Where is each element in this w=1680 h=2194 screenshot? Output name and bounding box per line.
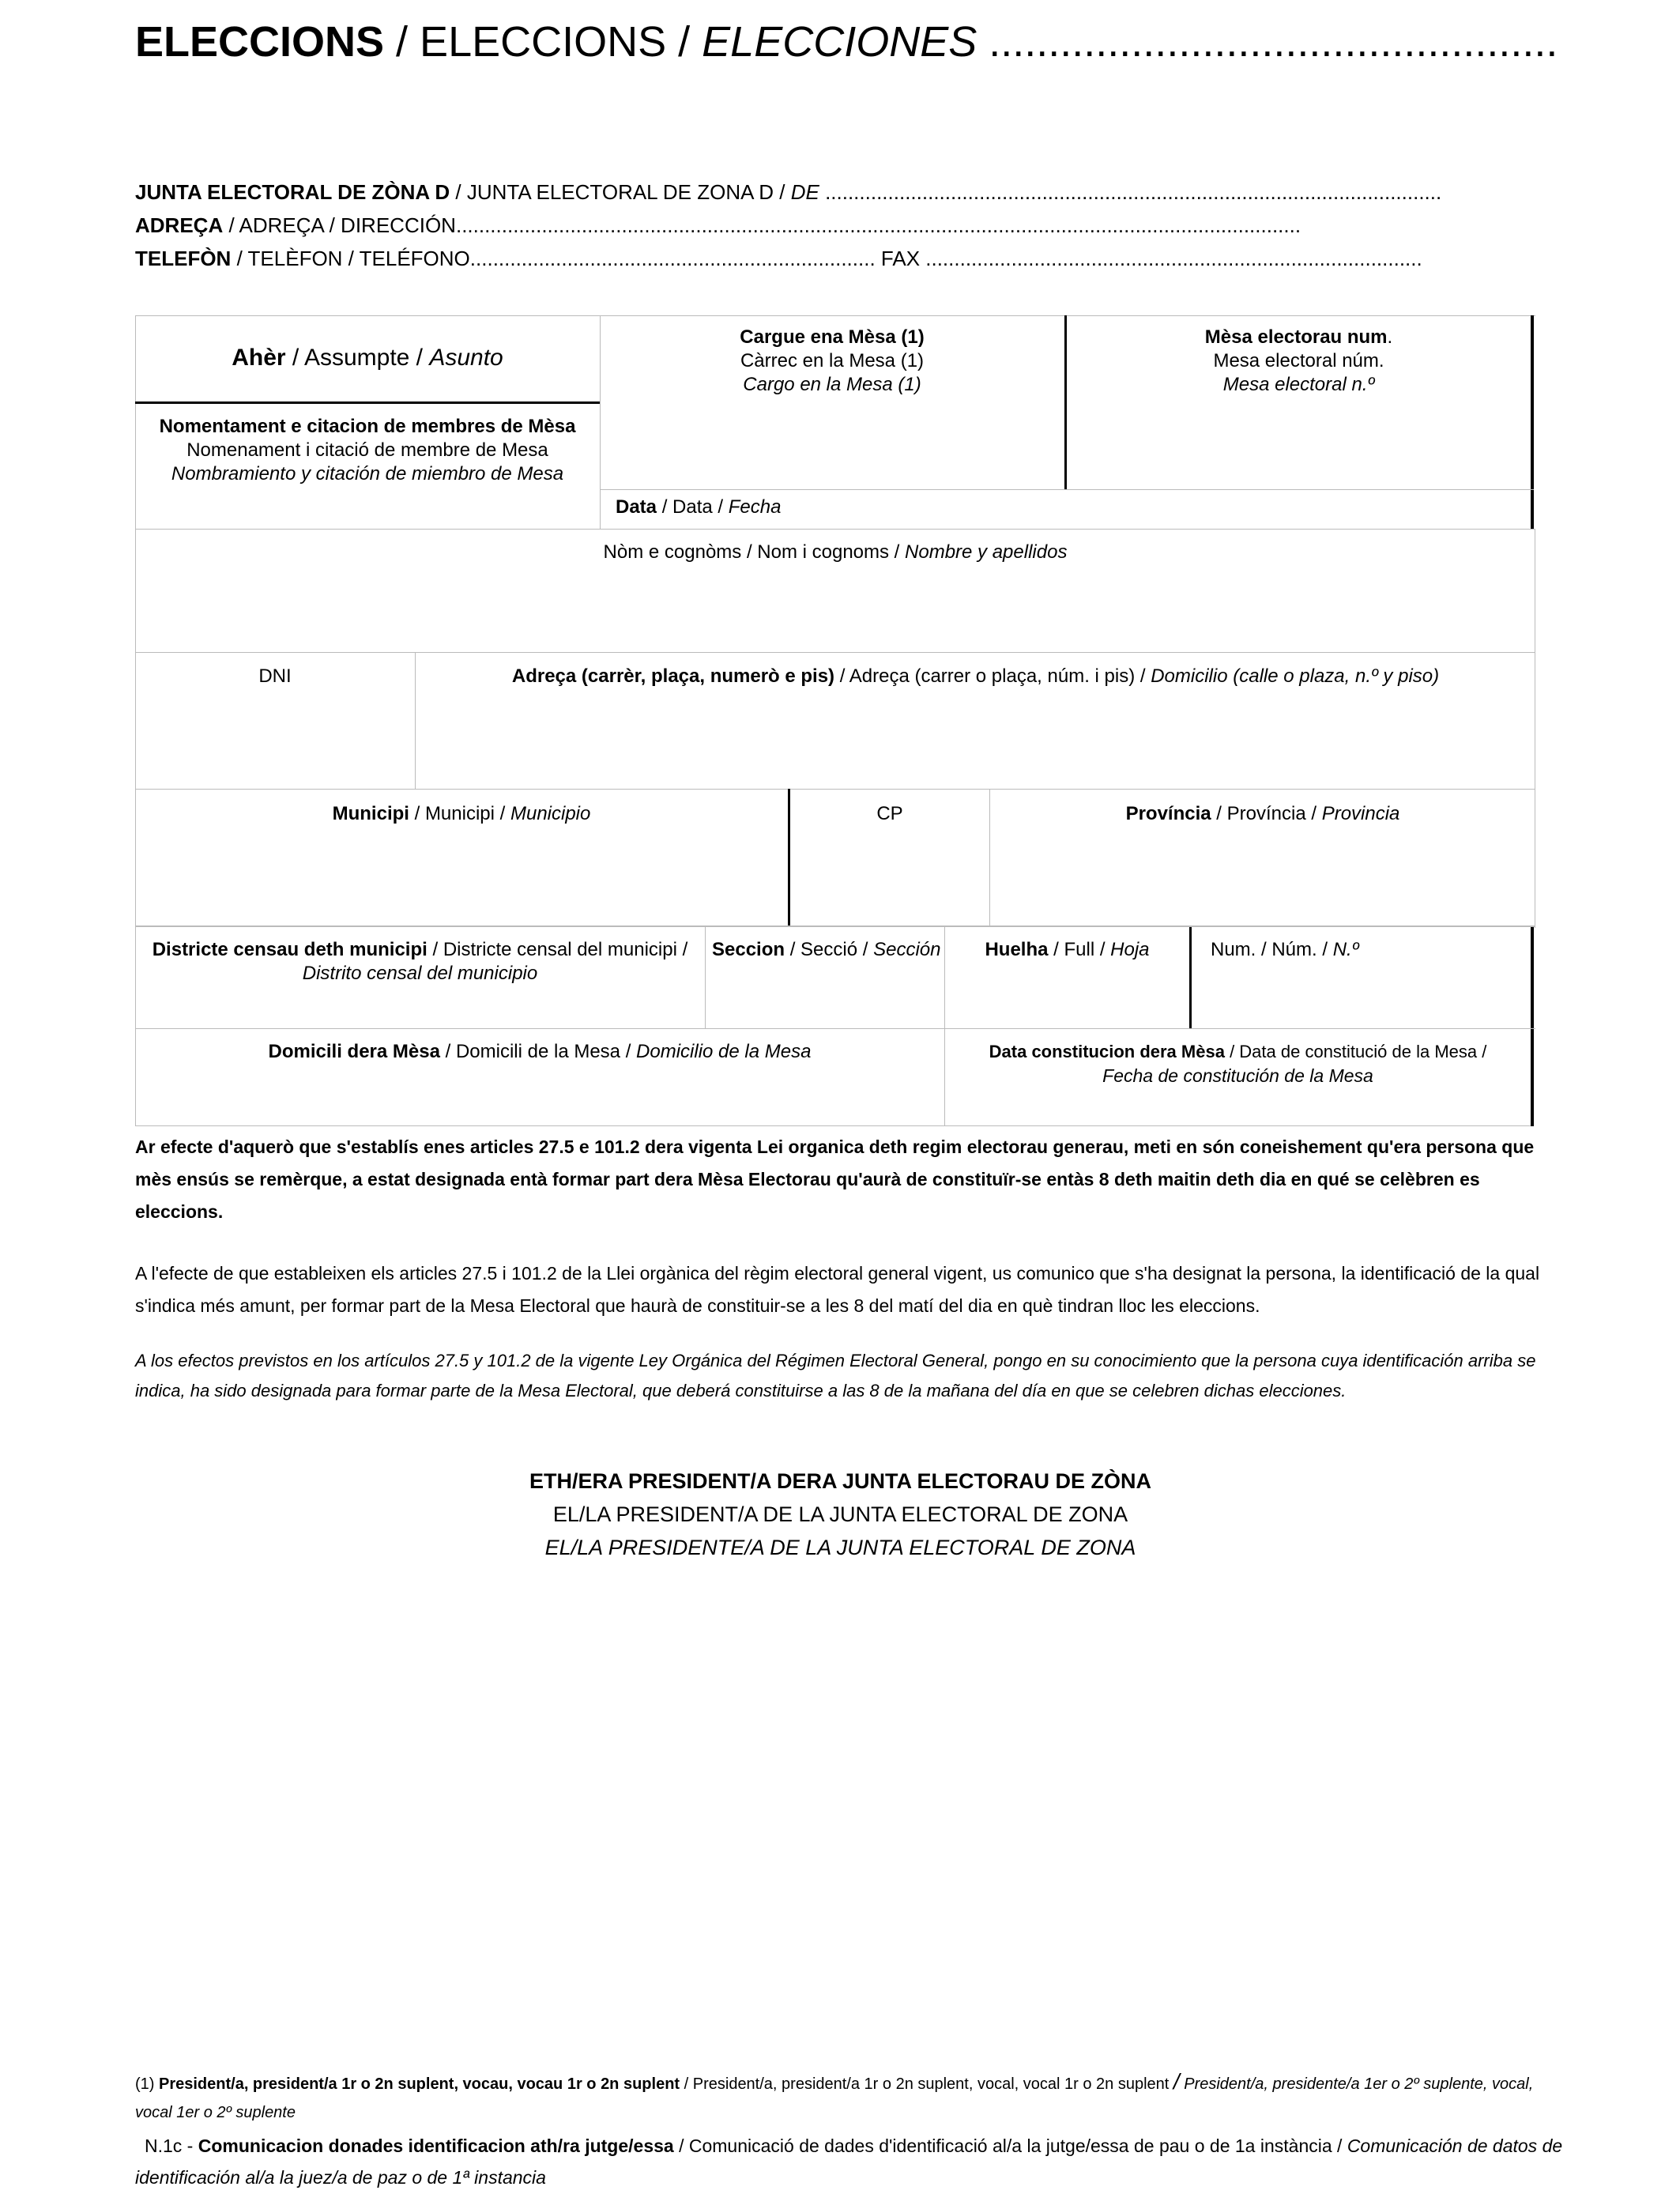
form-code-line bbox=[135, 2130, 1573, 2193]
domicilio-spanish: Domicilio (calle o plaza, n.º y piso) bbox=[1151, 665, 1440, 687]
hoja-spanish: Hoja bbox=[1110, 939, 1150, 960]
distrito-aranes: Districte censau deth municipi bbox=[152, 939, 428, 960]
domicilio-mesa-aranes: Domicili dera Mèsa bbox=[268, 1041, 440, 1062]
municipio-spanish: Municipio bbox=[510, 803, 591, 824]
field-dni bbox=[135, 665, 415, 688]
field-cargo bbox=[600, 326, 1064, 397]
signature-catalan: EL/LA PRESIDENT/A DE LA JUNTA ELECTORAL DE ZONA bbox=[552, 1502, 1128, 1526]
field-municipio bbox=[135, 802, 788, 826]
field-fecha-constitucion bbox=[945, 1040, 1531, 1088]
footnote bbox=[135, 2068, 1573, 2127]
num-aranes-catalan: Num. / Núm. / bbox=[1211, 939, 1333, 960]
divider bbox=[1531, 315, 1534, 529]
divider bbox=[135, 789, 1535, 790]
divider bbox=[135, 925, 1535, 927]
footnote-spanish: President/a, presidente/a 1er o 2º suplente, vocal, vocal 1er o 2º suplente bbox=[135, 2075, 1534, 2121]
address-catalan: / ADREÇA / DIRECCIÓN bbox=[223, 213, 456, 237]
field-cp bbox=[790, 802, 989, 826]
fecha-constitucion-catalan: / Data de constitució de la Mesa / bbox=[1224, 1042, 1487, 1061]
divider bbox=[1531, 927, 1534, 1126]
divider bbox=[135, 315, 1535, 316]
fecha-spanish: Fecha bbox=[728, 496, 782, 518]
cargo-spanish: Cargo en la Mesa (1) bbox=[743, 374, 921, 395]
divider bbox=[135, 1125, 1534, 1126]
title-aranes: ELECCIONS bbox=[135, 18, 385, 66]
field-mesa-num bbox=[1067, 326, 1531, 397]
cargo-aranes: Cargue ena Mèsa (1) bbox=[740, 326, 925, 348]
mesa-num-catalan: Mesa electoral núm. bbox=[1213, 350, 1384, 371]
asunto-catalan: / Assumpte / bbox=[285, 345, 430, 371]
junta-spanish: DE bbox=[790, 180, 819, 204]
junta-aranes: JUNTA ELECTORAL DE ZÒNA D bbox=[135, 180, 450, 204]
fecha-aranes: Data bbox=[616, 496, 657, 518]
seccion-catalan: / Secció / bbox=[785, 939, 874, 960]
signature-aranes: ETH/ERA PRESIDENT/A DERA JUNTA ELECTORAU DE ZÒNA bbox=[529, 1469, 1152, 1493]
field-fecha bbox=[616, 496, 781, 519]
paragraph-spanish: A los efectos previstos en los artículos 27.5 y 101.2 de la vigente Ley Orgánica del Régimen Electoral General, pongo en su conocimiento que la persona cuya identificación arriba se indica, ha sido designada para formar parte de la Mesa Electoral, que deberá constituirse a las 8 de la mañana del día en que se celebren dichas elecciones. bbox=[135, 1351, 1536, 1400]
provincia-spanish: Provincia bbox=[1321, 803, 1400, 824]
footnote-catalan: / President/a, president/a 1r o 2n suplent, vocal, vocal 1r o 2n suplent bbox=[680, 2075, 1173, 2093]
divider bbox=[135, 1028, 1535, 1029]
seccion-aranes: Seccion bbox=[712, 939, 785, 960]
fecha-constitucion-aranes: Data constitucion dera Mèsa bbox=[989, 1042, 1225, 1061]
cp-label: CP bbox=[876, 803, 903, 824]
divider bbox=[1189, 927, 1192, 1028]
domicilio-aranes: Adreça (carrèr, plaça, numerò e pis) bbox=[511, 665, 835, 687]
asunto-spanish: Asunto bbox=[429, 345, 503, 371]
nombramiento-catalan: Nomenament i citació de membre de Mesa bbox=[186, 439, 548, 461]
paragraph-aranes: Ar efecte d'aquerò que s'establís enes articles 27.5 e 101.2 dera vigenta Lei organica deth regim electorau generau, meti en són coneishement qu'era persona que mès ensús se remèrque, a estat designada entà formar part dera Mèsa Electorau qu'aurà de constituïr-se entàs 8 deth maitin deth dia en qué se celèbren es eleccions. bbox=[135, 1137, 1535, 1222]
seccion-spanish: Sección bbox=[873, 939, 941, 960]
municipio-aranes: Municipi bbox=[332, 803, 409, 824]
signature-spanish: EL/LA PRESIDENTE/A DE LA JUNTA ELECTORAL DE ZONA bbox=[544, 1536, 1136, 1559]
phone-fax-dots: ....................................................................... FAX ....................................................................................... bbox=[469, 247, 1422, 270]
phone-catalan: / TELÈFON / TELÉFONO bbox=[231, 247, 470, 270]
signature-block bbox=[135, 1465, 1546, 1564]
junta-catalan: / JUNTA ELECTORAL DE ZONA D / bbox=[450, 180, 791, 204]
dni-label: DNI bbox=[258, 665, 292, 687]
form-code-aranes: Comunicacion donades identificacion ath/ra jutge/essa bbox=[198, 2136, 674, 2156]
form-code-catalan: / Comunicació de dades d'identificació al/a la jutge/essa de pau o de 1a instància / bbox=[673, 2136, 1347, 2156]
form-code-spanish: Comunicación de datos de identificación al/a la juez/a de paz o de 1ª instancia bbox=[135, 2136, 1563, 2188]
distrito-spanish: Distrito censal del municipio bbox=[302, 963, 538, 984]
divider bbox=[135, 529, 1535, 530]
address-dots: .................................................................................................................................................... bbox=[455, 213, 1301, 237]
field-nombre bbox=[135, 541, 1535, 564]
field-distrito bbox=[135, 938, 705, 986]
nombre-aranes-catalan: Nòm e cognòms / Nom i cognoms / bbox=[603, 541, 906, 563]
divider bbox=[600, 489, 1534, 490]
field-asunto bbox=[135, 342, 600, 374]
title-catalan: / ELECCIONS / bbox=[384, 18, 703, 66]
fecha-catalan: / Data / bbox=[657, 496, 729, 518]
divider bbox=[705, 927, 706, 1028]
paragraph-catalan: A l'efecte de que estableixen els articles 27.5 i 101.2 de la Llei orgànica del règim electoral general vigent, us comunico que s'ha designat la persona, la identificació de la qual s'indica més amunt, per formar part de la Mesa Electoral que haurà de constituir-se a les 8 del matí del dia en què tindran lloc les eleccions. bbox=[135, 1263, 1540, 1316]
provincia-aranes: Província bbox=[1125, 803, 1211, 824]
field-hoja bbox=[945, 938, 1189, 962]
domicilio-catalan: / Adreça (carrer o plaça, núm. i pis) / bbox=[834, 665, 1151, 687]
asunto-aranes: Ahèr bbox=[232, 345, 286, 371]
nombre-spanish: Nombre y apellidos bbox=[905, 541, 1068, 563]
mesa-num-spanish: Mesa electoral n.º bbox=[1222, 374, 1375, 395]
footnote-marker: (1) bbox=[135, 2075, 159, 2093]
hoja-catalan: / Full / bbox=[1048, 939, 1111, 960]
mesa-num-suffix: . bbox=[1387, 326, 1393, 348]
title-spanish: ELECCIONES bbox=[702, 18, 977, 66]
phone-aranes: TELEFÒN bbox=[135, 247, 232, 270]
junta-dots: ............................................................................................................ bbox=[819, 180, 1442, 204]
footnote-aranes: President/a, president/a 1r o 2n suplent, vocau, vocau 1r o 2n suplent bbox=[159, 2075, 680, 2093]
num-spanish: N.º bbox=[1332, 939, 1359, 960]
field-num bbox=[1211, 938, 1358, 962]
hoja-aranes: Huelha bbox=[985, 939, 1049, 960]
mesa-num-aranes: Mèsa electorau num bbox=[1204, 326, 1388, 348]
municipio-catalan: / Municipi / bbox=[409, 803, 510, 824]
field-provincia bbox=[990, 802, 1535, 826]
domicilio-mesa-catalan: / Domicili de la Mesa / bbox=[439, 1041, 637, 1062]
fecha-constitucion-spanish: Fecha de constitución de la Mesa bbox=[1102, 1065, 1373, 1086]
provincia-catalan: / Província / bbox=[1211, 803, 1322, 824]
address-aranes: ADREÇA bbox=[135, 213, 224, 237]
distrito-catalan: / Districte censal del municipi / bbox=[427, 939, 688, 960]
field-seccion bbox=[712, 938, 944, 962]
domicilio-mesa-spanish: Domicilio de la Mesa bbox=[636, 1041, 812, 1062]
form-code: N.1c - bbox=[145, 2136, 198, 2156]
cargo-catalan: Càrrec en la Mesa (1) bbox=[740, 350, 925, 371]
title-dots: ................................................ bbox=[977, 18, 1558, 66]
divider bbox=[135, 652, 1535, 653]
nombramiento-spanish: Nombramiento y citación de miembro de Mesa bbox=[171, 463, 564, 484]
footnote-slash: / bbox=[1173, 2069, 1180, 2094]
field-nombramiento bbox=[135, 415, 600, 486]
divider bbox=[135, 401, 600, 404]
nombramiento-aranes: Nomentament e citacion de membres de Mèsa bbox=[159, 416, 576, 437]
field-domicilio-mesa bbox=[135, 1040, 944, 1064]
field-domicilio bbox=[416, 665, 1535, 688]
